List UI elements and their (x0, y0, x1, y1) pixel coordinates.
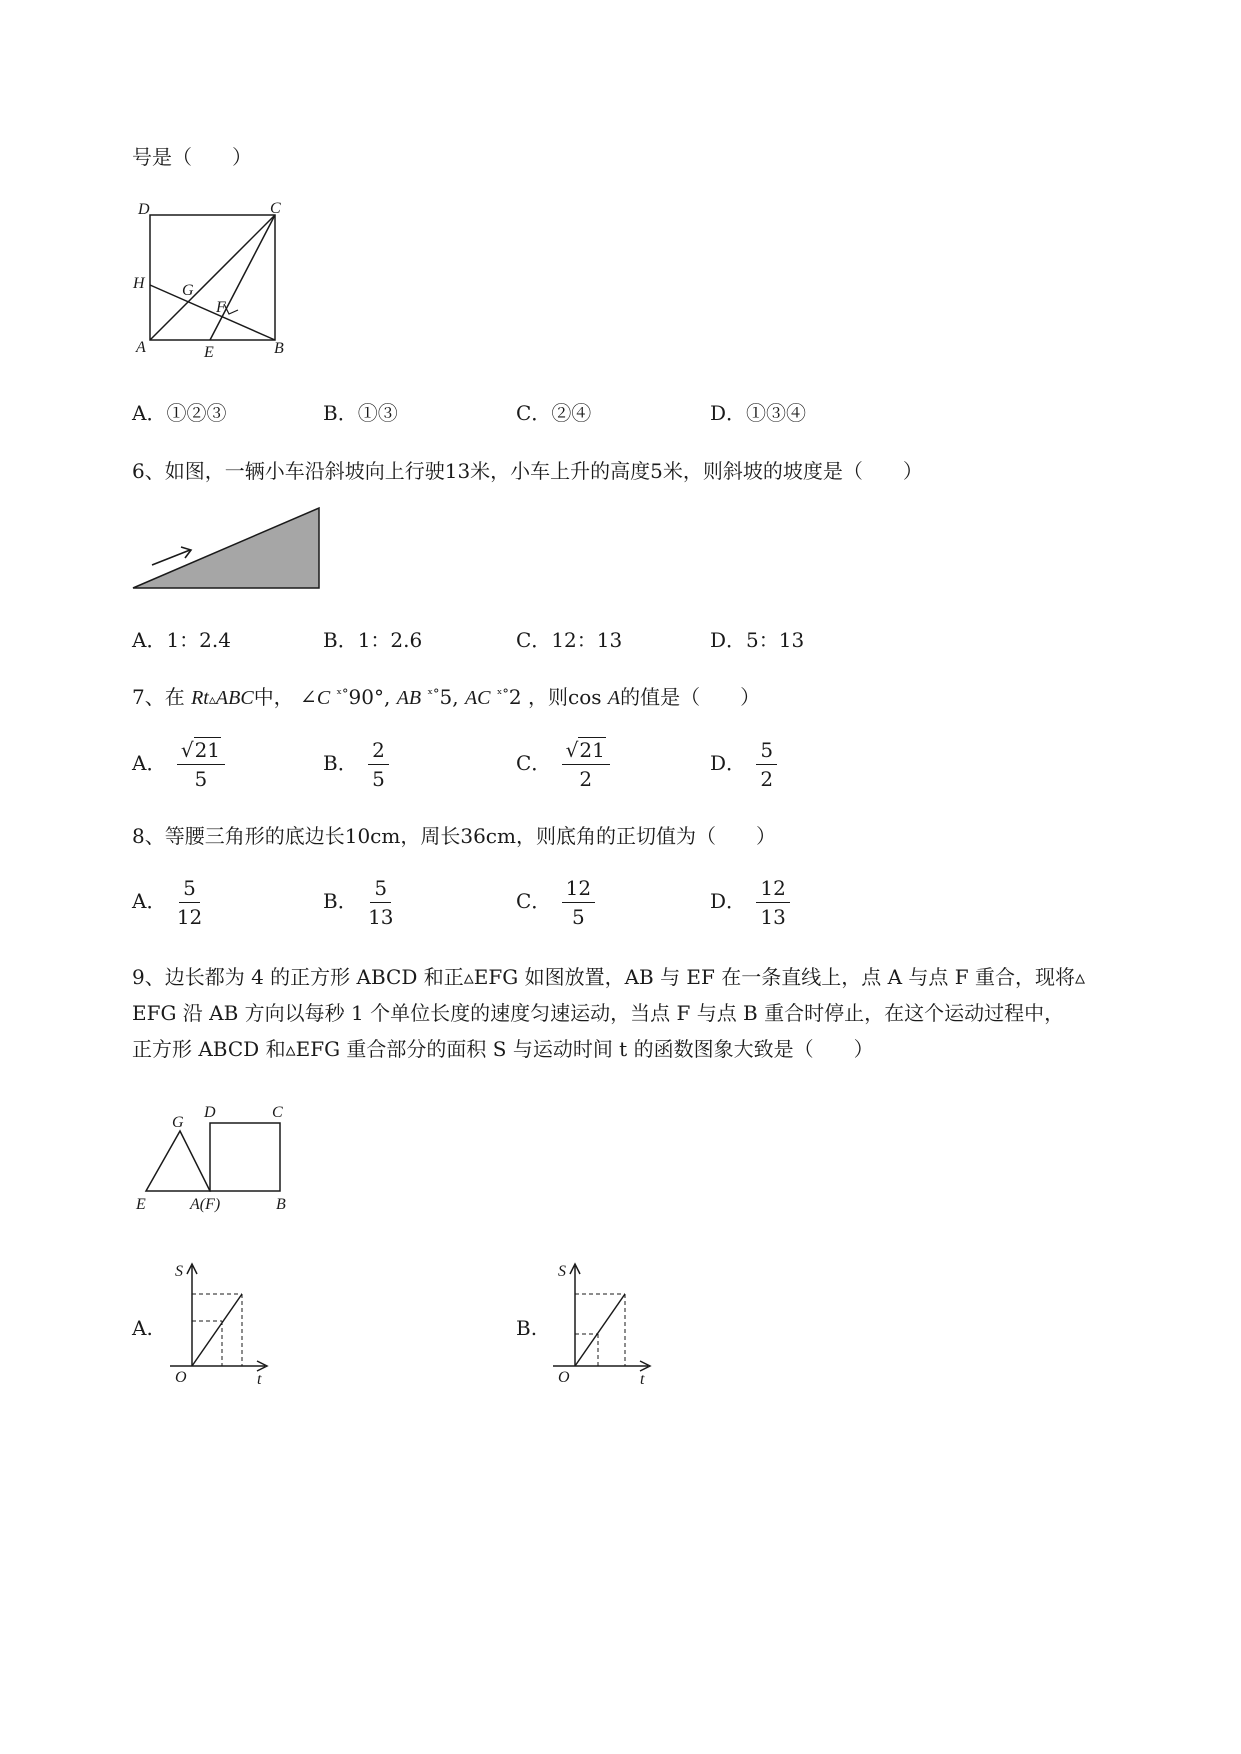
q6-option-d-letter: D． (710, 628, 747, 652)
q5-stem-tail: 号是（ ） (132, 145, 252, 169)
q8-option-b-fraction (368, 876, 393, 929)
q8-option-a-denominator: 12 (176, 905, 203, 929)
q9-a-label-t: t (257, 1371, 262, 1388)
q6-stem: 6、如图，一辆小车沿斜坡向上行驶13米，小车上升的高度5米，则斜坡的坡度是（ ） (132, 459, 923, 483)
q5-option-c-text: ②④ (551, 401, 592, 425)
q9-stem-line-2: EFG 沿 AB 方向以每秒 1 个单位长度的速度匀速运动，当点 F 与点 B 重合时停止，在这个运动过程中， (132, 1001, 1065, 1025)
q7-option-b-denominator: 5 (372, 767, 385, 791)
q8-option-a-letter: A． (132, 889, 167, 913)
q7-option-c[interactable] (516, 738, 610, 791)
q5-label-d: D (138, 201, 150, 218)
q9-label-af: A(F) (190, 1196, 221, 1213)
q7-glyph-3: ˣ° (496, 687, 509, 702)
q5-label-f: F (216, 299, 226, 316)
q6-option-b[interactable] (323, 624, 422, 653)
q5-option-a[interactable] (132, 397, 226, 426)
q9-b-label-t: t (640, 1371, 645, 1388)
q7-option-c-fraction: $\frac{√21}{2}$ (562, 738, 610, 791)
q5-option-c[interactable] (516, 397, 591, 426)
q7-prefix: 7、在 (132, 685, 185, 709)
q9-b-label-o: O (558, 1369, 570, 1386)
q7-option-b-letter: B． (323, 751, 358, 775)
q7-option-a-fraction: $\frac{√21}{5}$ (177, 738, 225, 791)
q7-option-d-denominator: 2 (760, 767, 774, 791)
q5-label-g: G (182, 282, 194, 299)
q5-option-c-letter: C． (516, 401, 552, 425)
q8-option-d-fraction (756, 876, 789, 929)
q6-option-b-letter: B． (323, 628, 358, 652)
q5-option-d-text: ①③④ (746, 401, 807, 425)
q7-option-a[interactable] (132, 738, 225, 791)
q6-option-a[interactable] (132, 624, 231, 653)
q9-option-a-letter: A. (132, 1316, 153, 1340)
q5-figure (130, 200, 300, 360)
q8-option-b[interactable] (323, 876, 394, 929)
q8-option-d-numerator: 12 (756, 876, 789, 903)
q8-option-d[interactable] (710, 876, 790, 929)
q5-label-e: E (204, 344, 214, 361)
q7-option-d[interactable] (710, 738, 777, 791)
q8-option-b-denominator: 13 (368, 905, 394, 929)
q9-label-d: D (204, 1104, 216, 1121)
q7-glyph-2: ˣ° (427, 687, 440, 702)
q8-option-c-fraction (562, 876, 595, 929)
q9-b-label-s: S (558, 1263, 566, 1280)
q7-option-c-radicand: 21 (579, 738, 605, 762)
q8-option-d-denominator: 13 (760, 905, 786, 929)
q5-label-c: C (270, 200, 281, 217)
q9-label-c: C (272, 1104, 283, 1121)
q7-option-b-fraction (368, 738, 389, 791)
q7-option-d-fraction (756, 738, 777, 791)
q7-value-3: 2 (508, 685, 522, 709)
q7-rt: Rt (191, 687, 209, 709)
q8-option-c[interactable] (516, 876, 595, 929)
q8-option-b-letter: B． (323, 889, 358, 913)
q7-mid: 中， (253, 685, 294, 709)
q6-option-d[interactable] (710, 624, 804, 653)
q6-option-d-text: 5：13 (746, 628, 805, 652)
q7-value-2: 5, (439, 685, 459, 709)
q7-option-d-letter: D． (710, 751, 747, 775)
q9-option-b[interactable] (516, 1316, 537, 1340)
q5-option-d-letter: D． (710, 401, 747, 425)
q9-a-label-o: O (175, 1369, 187, 1386)
q9-stem-line-1: 9、边长都为 4 的正方形 ABCD 和正▵EFG 如图放置，AB 与 EF 在一条直线上，点 A 与点 F 重合，现将▵ (132, 965, 1086, 989)
q7-suffix: 的值是（ ） (620, 685, 761, 709)
q6-option-c-letter: C． (516, 628, 552, 652)
q5-option-a-text: ①②③ (166, 401, 227, 425)
q7-value-1: 90°, (348, 685, 391, 709)
q7-ab: AB (396, 687, 422, 709)
q8-option-c-letter: C． (516, 889, 552, 913)
q8-stem: 8、等腰三角形的底边长10cm，周长36cm，则底角的正切值为（ ） (132, 824, 776, 848)
q7-option-a-denominator: 5 (194, 767, 208, 791)
q8-option-a-numerator: 5 (179, 876, 200, 903)
q8-option-c-denominator: 5 (572, 905, 585, 929)
q9-label-e: E (136, 1196, 146, 1213)
q8-option-b-numerator: 5 (370, 876, 391, 903)
q8-option-a-fraction (177, 876, 202, 929)
q7-after: ，则 (528, 685, 568, 709)
q9-figure (130, 1100, 330, 1220)
q7-option-b[interactable] (323, 738, 389, 791)
q9-label-g: G (172, 1114, 184, 1131)
q7-option-c-letter: C． (516, 751, 552, 775)
q6-option-b-text: 1：2.6 (357, 628, 423, 652)
q7-ac: AC (464, 687, 491, 709)
q5-label-a: A (136, 339, 146, 356)
q7-triangle-symbol: ▵ (208, 692, 216, 708)
q8-option-d-letter: D． (710, 889, 747, 913)
q6-option-a-text: 1：2.4 (166, 628, 231, 652)
q9-stem-line-3: 正方形 ABCD 和▵EFG 重合部分的面积 S 与运动时间 t 的函数图象大致是（ ） (132, 1037, 874, 1061)
q5-label-b: B (274, 340, 284, 357)
q9-a-label-s: S (175, 1263, 183, 1280)
q5-label-h: H (133, 275, 145, 292)
q7-option-a-letter: A． (132, 751, 167, 775)
q5-option-b[interactable] (323, 397, 398, 426)
q8-option-c-numerator: 12 (562, 876, 595, 903)
q7-angle-symbol: ∠ (300, 685, 317, 709)
q7-cos: cos (568, 685, 602, 709)
q6-option-a-letter: A． (132, 628, 167, 652)
q7-stem (132, 681, 760, 710)
q7-option-d-numerator: 5 (756, 738, 777, 765)
q7-option-c-denominator: 2 (579, 767, 593, 791)
q7-option-a-radicand: 21 (194, 738, 221, 762)
q9-option-a-graph (165, 1258, 295, 1388)
q6-option-c[interactable] (516, 624, 622, 653)
q9-option-b-letter: B. (516, 1316, 538, 1340)
q9-option-b-graph (548, 1258, 678, 1388)
q6-slope-figure (130, 505, 330, 595)
q7-a: A (607, 687, 621, 709)
q8-option-a[interactable] (132, 876, 202, 929)
q7-abc: ABC (215, 687, 254, 709)
q5-option-d[interactable] (710, 397, 806, 426)
q7-option-b-numerator: 2 (368, 738, 389, 765)
q6-option-c-text: 12：13 (551, 628, 623, 652)
q5-option-b-text: ①③ (357, 401, 398, 425)
q7-glyph-1: ˣ° (336, 687, 349, 702)
q5-option-b-letter: B． (323, 401, 358, 425)
q5-option-a-letter: A． (132, 401, 167, 425)
q7-c: C (316, 687, 331, 709)
q9-option-a[interactable] (132, 1316, 153, 1340)
q9-label-b: B (276, 1196, 286, 1213)
